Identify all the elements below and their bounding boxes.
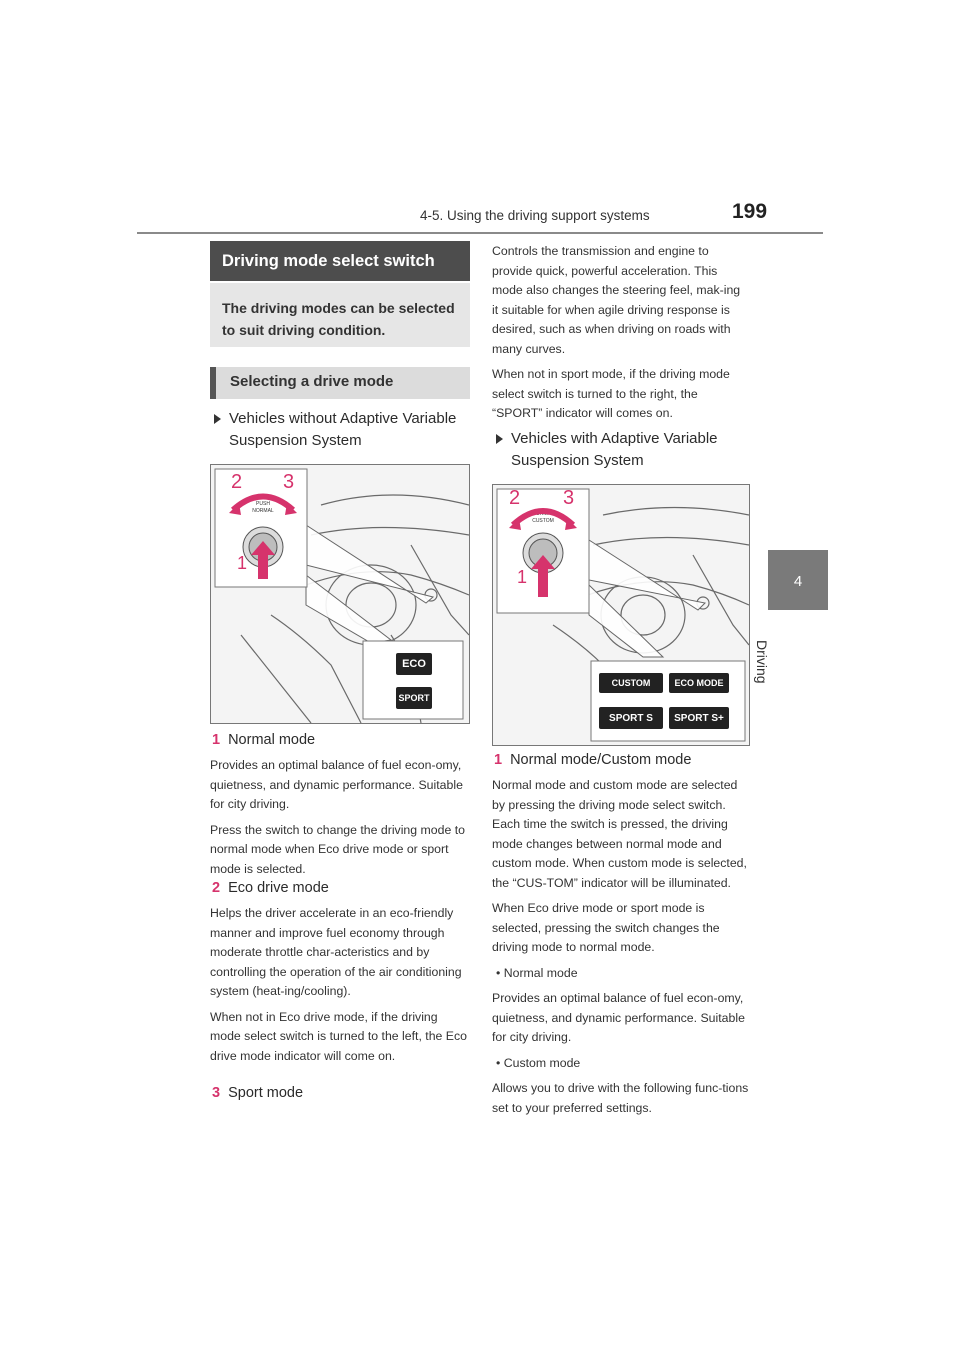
bullet-normal-mode: • Normal mode	[496, 965, 578, 980]
item-normal-mode-body: Provides an optimal balance of fuel econ-omy, quietness, and dynamic performance. Suitable for city driving. Press the switch to change the driving mode to normal mode when Eco drive mode or sport mode is selected.	[210, 758, 465, 876]
chapter-label: Driving	[754, 640, 770, 684]
heading-selecting-drive-mode: Selecting a drive mode	[210, 367, 470, 399]
callout-1: 1	[237, 553, 248, 573]
header-rule	[137, 232, 823, 234]
callout-2: 2	[231, 471, 243, 493]
section-title: 4-5. Using the driving support systems	[420, 208, 650, 223]
triangle-bullet-icon	[214, 414, 221, 424]
intro-text: The driving modes can be selected to suit driving condition.	[210, 283, 470, 347]
item-normal-custom-mode-title: 1 Normal mode/Custom mode	[494, 752, 692, 768]
variant-heading-without-avs: Vehicles without Adaptive Variable Suspension System	[214, 408, 474, 452]
svg-text:NORMAL: NORMAL	[252, 508, 274, 514]
svg-text:CUSTOM: CUSTOM	[532, 518, 554, 524]
console-illustration-2	[493, 485, 749, 745]
console-illustration-1	[211, 465, 469, 723]
item-normal-custom-mode-body: Normal mode and custom mode are selected by pressing the driving mode select switch. Each time the switch is pressed, the driving mode changes between normal mode and custom mode. When custom mode is selected, the “CUS-TOM” indicator will be illuminated. When Eco drive mode or sport mode is selected, pressing the switch changes the driving mode to normal mode. • Normal mode Provides an optimal balance of fuel econ-omy, quietness, and dynamic performance. Suitable for city driving. • Custom mode Allows you to drive with the following func-tions set to your preferred settings.	[492, 778, 749, 1115]
callout-1: 1	[517, 567, 528, 587]
item-normal-mode-title: 1 Normal mode	[212, 732, 316, 748]
item-sport-mode-title: 3 Sport mode	[212, 1085, 304, 1101]
chapter-number: 4	[793, 572, 803, 590]
chapter-tab[interactable]	[768, 550, 828, 610]
callout-3: 3	[563, 487, 575, 509]
item-eco-drive-mode-title: 2 Eco drive mode	[212, 880, 329, 896]
callout-3: 3	[283, 471, 295, 493]
item-eco-drive-mode-body: Helps the driver accelerate in an eco-friendly manner and improve fuel economy through moderate throttle char-acteristics and by controlling the operation of the air conditioning system (heat-ing/cooling). When not in Eco drive mode, if the driving mode select switch is turned to the left, the Eco drive mode indicator will come on.	[210, 906, 467, 1063]
svg-text:NORMAL: NORMAL	[532, 511, 554, 517]
eco-indicator: ECO	[396, 653, 432, 675]
heading-driving-mode-select: Driving mode select switch	[210, 241, 470, 281]
custom-indicator: CUSTOM	[599, 673, 663, 693]
figure-without-avs	[210, 464, 470, 724]
sport-mode-description: Controls the transmission and engine to provide quick, powerful acceleration. This mode also changes the steering feel, mak-ing it suitable for when agile driving response is desired, such as when driving on roads with many curves. When not in sport mode, if the driving mode select switch is turned to the right, the “SPORT” indicator will comes on.	[492, 244, 741, 420]
svg-text:PUSH: PUSH	[256, 501, 270, 507]
page-number: 199	[732, 200, 768, 223]
triangle-bullet-icon	[496, 434, 503, 444]
sport-s-plus-indicator: SPORT S+	[669, 707, 729, 729]
variant-heading-with-avs: Vehicles with Adaptive Variable Suspension System	[496, 428, 756, 472]
eco-mode-indicator: ECO MODE	[669, 673, 729, 693]
bullet-custom-mode: • Custom mode	[496, 1055, 581, 1070]
sport-s-indicator: SPORT S	[599, 707, 663, 729]
callout-2: 2	[509, 487, 521, 509]
figure-with-avs	[492, 484, 750, 746]
sport-indicator: SPORT	[396, 687, 432, 709]
